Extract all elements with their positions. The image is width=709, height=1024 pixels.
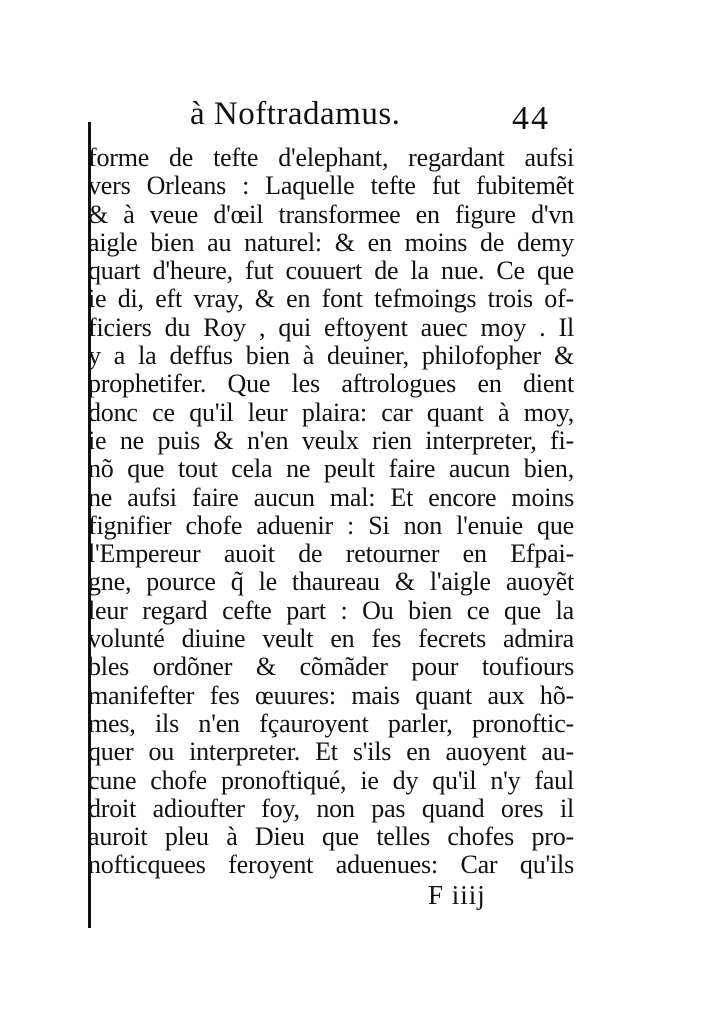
text-line: bles ordõner & cõmãder pour toufiours [88,653,574,682]
text-line: gne, pource q̃ le thaureau & l'aigle auoyẽt [88,568,574,597]
text-line: auroit pleu à Dieu que telles chofes pro- [88,823,574,852]
text-line: droit adioufter foy, non pas quand ores il [88,794,574,823]
text-line: donc ce qu'il leur plaira: car quant à moy, [88,398,574,427]
text-line: quer ou interpreter. Et s'ils en auoyent au- [88,738,574,767]
text-line: y a la deffus bien à deuiner, philofopher & [88,342,574,371]
text-line: vers Orleans : Laquelle tefte fut fubitemẽt [88,172,574,201]
text-line: l'Empereur auoit de retourner en Efpai- [88,540,574,569]
text-line: manifefter fes œuures: mais quant aux hõ- [88,681,574,710]
text-line: ne aufsi faire aucun mal: Et encore moins [88,483,574,512]
body-text [88,144,574,880]
text-line: forme de tefte d'elephant, regardant aufsi [88,144,574,172]
text-line: volunté diuine veult en fes fecrets admira [88,625,574,654]
text-line: aigle bien au naturel: & en moins de demy [88,228,574,257]
text-line: nofticquees feroyent aduenues: Car qu'ils [88,851,574,880]
text-line: leur regard cefte part : Ou bien ce que la [88,596,574,625]
text-line: prophetifer. Que les aftrologues en dient [88,370,574,399]
text-line: cune chofe pronoftiqué, ie dy qu'il n'y faul [88,766,574,795]
page-number: 44 [512,100,550,137]
text-line: quart d'heure, fut couuert de la nue. Ce que [88,257,574,286]
text-line: ficiers du Roy , qui eftoyent auec moy . Il [88,313,574,342]
text-line: ie ne puis & n'en veulx rien interpreter, fi- [88,426,574,455]
text-line: ie di, eft vray, & en font tefmoings trois of- [88,285,574,314]
text-line: nõ que tout cela ne peult faire aucun bien, [88,455,574,484]
text-line: fignifier chofe aduenir : Si non l'enuie que [88,511,574,540]
text-line: mes, ils n'en fçauroyent parler, pronoftic- [88,709,574,738]
signature-mark: F iiij [428,880,486,910]
text-line: & à veue d'œil transformee en figure d'vn [88,200,574,229]
running-title: à Noftradamus. [190,96,401,132]
